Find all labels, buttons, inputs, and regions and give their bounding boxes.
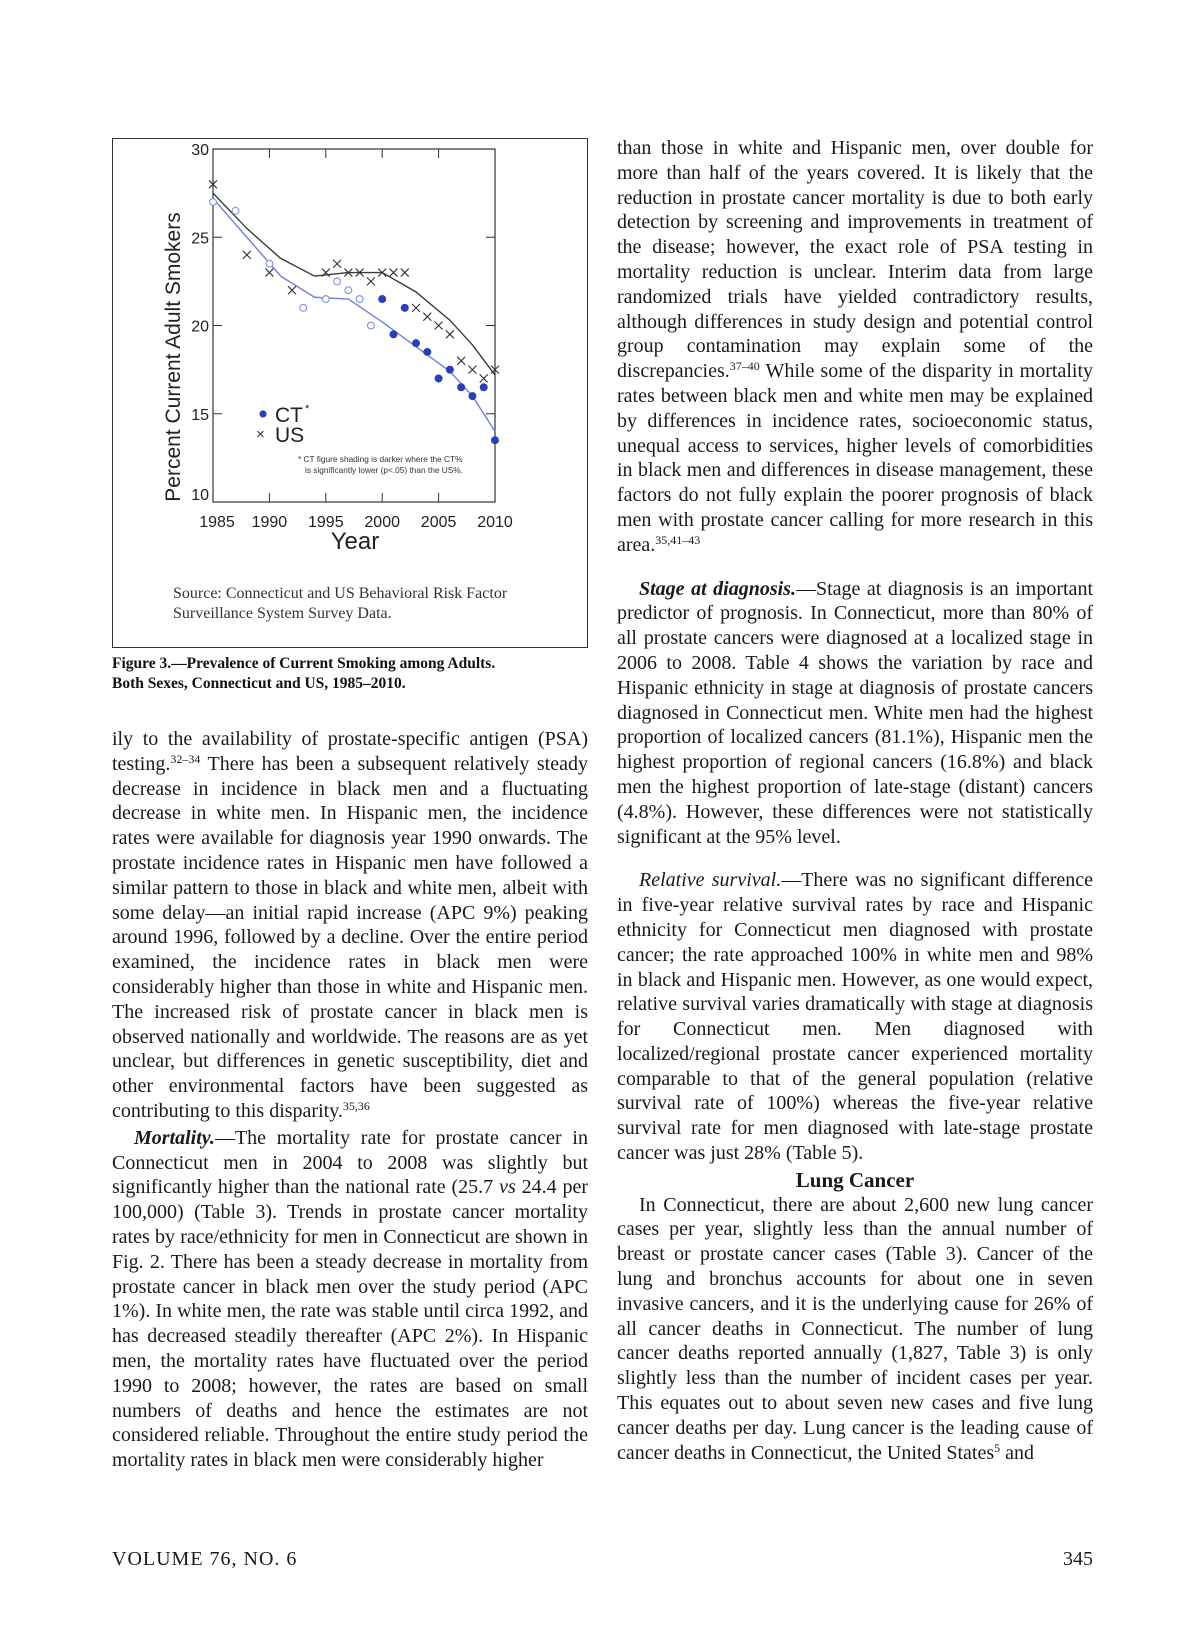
left-paragraph-incidence [112, 727, 588, 1124]
ct-data-point [401, 304, 408, 311]
ct-data-point [435, 375, 442, 382]
ct-data-point [379, 296, 386, 303]
x-tick-label: 2000 [364, 514, 400, 531]
legend-us-label: US [275, 424, 305, 447]
us-data-point [265, 269, 273, 277]
us-trend-line [213, 193, 495, 375]
us-data-point [333, 260, 341, 268]
run-in-heading: Relative survival. [639, 869, 782, 892]
text-run: 24.4 per 100,000) (Table 3). Trends in prostate cancer mortality rates by race/ethnicity for men in Connecticut are shown in Fig. 2. There has been a steady decrease in mortality from prostate cancer in black men over the study period (APC 1%). In white men, the rate was stable until circa 1992, and has decreased steadily thereafter (APC 2%). In Hispanic men, the mortality rates have fluctuated over the period 1990 to 2008; however, the rates are based on small numbers of deaths and hence the estimates are not considered reliable. Throughout the entire study period the mortality rates in black men were considerably higher [112, 1176, 589, 1472]
citation: 37–40 [729, 359, 760, 374]
text-run: While some of the disparity in mortality rates between black men and white men may be explained by differences in incidence rates, socioeconomic status, unequal access to services, higher levels of comorbidities in black men and differences in disease management, these factors do not fully explain the poorer prognosis of black men with prostate cancer calling for more research in this area. [617, 360, 1093, 556]
right-column [617, 136, 1093, 1465]
y-tick-label: 20 [191, 318, 209, 336]
x-tick-label: 2005 [420, 514, 457, 531]
ct-data-point [266, 260, 273, 267]
us-data-point [446, 330, 454, 338]
ct-data-point [368, 322, 375, 329]
ct-data-point [492, 437, 499, 444]
figure-caption-line2: Both Sexes, Connecticut and US, 1985–2010. [112, 675, 406, 692]
legend-ct-asterisk: * [305, 403, 310, 415]
us-data-point [412, 304, 420, 312]
legend-us-marker: × [256, 426, 265, 443]
run-in-heading: Mortality. [134, 1126, 215, 1149]
ct-data-point [390, 331, 397, 338]
x-tick-label: 1990 [251, 514, 288, 531]
text-run: than those in white and Hispanic men, over double for more than half of the years covered. It is likely that the reduction in prostate cancer mortality is due to both early detection by screening and improvements in treatment of the disease; however, the exact role of PSA testing in mortality reduction is unclear. Interim data from large randomized trials have yielded contradictory results, although differences in study design and potential control group contamination may explain some of the discrepancies. [617, 137, 1093, 383]
right-paragraph-lung [617, 1193, 1093, 1466]
chart-note-line1: * CT figure shading is darker where the CT% [298, 454, 463, 464]
legend-ct-marker [259, 410, 266, 417]
us-data-point [457, 357, 465, 365]
x-tick-label: 1985 [199, 514, 235, 531]
citation: 5 [994, 1440, 1001, 1455]
citation: 35,36 [342, 1098, 370, 1113]
right-paragraph-stage [617, 577, 1093, 850]
ct-data-point [345, 287, 352, 294]
left-paragraph-mortality [112, 1126, 588, 1473]
text-run: —Stage at diagnosis is an important predictor of prognosis. In Connecticut, more than 80% of all prostate cancers were diagnosed at a localized stage in 2006 to 2008. Table 4 shows the variation by race and Hispanic ethnicity in stage at diagnosis of prostate cancers diagnosed in Connecticut men. White men had the highest proportion of localized cancers (81.1%), Hispanic men the highest proportion of regional cancers (16.8%) and black men the highest proportion of late-stage (distant) cancers (4.8%). However, these differences were not statistically significant at the 95% level. [617, 577, 1093, 848]
us-data-point [367, 277, 375, 285]
x-tick-label: 2010 [477, 514, 513, 531]
x-tick-label: 1995 [308, 514, 344, 531]
text-run: —There was no significant difference in five-year relative survival rates by race and Hispanic ethnicity for Connecticut men diagnosed with prostate cancer; the rate approached 100% in white men and 98% in black and Hispanic men. However, as one would expect, relative survival varies dramatically with stage at diagnosis for Connecticut men. Men diagnosed with localized/regional prostate cancer experienced mortality comparable to that of the general population (relative survival rate of 100%) whereas the five-year relative survival rate for men diagnosed with late-stage prostate cancer was just 28% (Table 5). [617, 869, 1094, 1165]
y-axis-label: Percent Current Adult Smokers [162, 212, 185, 502]
us-data-point [423, 313, 431, 321]
footer-volume: VOLUME 76, NO. 6 [112, 1548, 298, 1570]
x-axis-label: Year [330, 528, 380, 555]
text-run: ily to the availability of prostate-specific antigen (PSA) testing. [112, 728, 588, 775]
y-tick-label: 25 [191, 230, 209, 248]
text-run: vs [499, 1176, 516, 1199]
y-tick-label: 15 [191, 406, 209, 424]
ct-data-point [322, 296, 329, 303]
ct-data-point [458, 384, 465, 391]
ct-trend-line [213, 198, 495, 431]
y-tick-label: 10 [191, 487, 209, 504]
section-heading-lung-cancer: Lung Cancer [795, 1167, 915, 1192]
ct-data-point [232, 207, 239, 214]
figure-3-box [112, 138, 588, 648]
us-data-point [435, 322, 443, 330]
ct-data-point [413, 340, 420, 347]
us-data-point [480, 374, 488, 382]
us-data-point [288, 286, 296, 294]
left-column [112, 727, 588, 1473]
ct-data-point [469, 393, 476, 400]
page-number: 345 [1063, 1548, 1093, 1570]
right-paragraph-survival [617, 868, 1093, 1166]
chart-note-line2: is significantly lower (p<.05) than the US%. [305, 465, 463, 475]
run-in-heading: Stage at diagnosis. [639, 577, 796, 600]
figure-caption [112, 654, 588, 694]
ct-data-point [446, 366, 453, 373]
citation: 35,41–43 [655, 532, 701, 547]
legend-ct-label: CT [275, 404, 303, 427]
us-data-point [468, 366, 476, 374]
plot-frame [213, 149, 495, 502]
ct-data-point [356, 296, 363, 303]
smoking-chart [113, 139, 589, 584]
right-paragraph-mortality-cont [617, 136, 1093, 558]
ct-data-point [334, 278, 341, 285]
figure-source: Source: Connecticut and US Behavioral Risk Factor Surveillance System Survey Data. [173, 585, 508, 622]
ct-data-point [424, 349, 431, 356]
citation: 32–34 [170, 751, 201, 766]
us-data-point [401, 269, 409, 277]
figure-caption-line1: Figure 3.—Prevalence of Current Smoking among Adults. [112, 655, 496, 672]
text-run: —The mortality rate for prostate cancer in Connecticut men in 2004 to 2008 was slightly but significantly higher than the national rate (25.7 [112, 1126, 588, 1199]
ct-data-point [300, 304, 307, 311]
y-tick-label: 30 [191, 142, 209, 159]
text-run: There has been a subsequent relatively steady decrease in incidence in black men and a fluctuating decrease in white men. In Hispanic men, the incidence rates were available for diagnosis year 1990 onwards. The prostate incidence rates in Hispanic men have followed a similar pattern to those in black and white men, albeit with some delay—an initial rapid increase (APC 9%) peaking around 1996, followed by a decline. Over the entire period examined, the incidence rates in black men were considerably higher than those in white and Hispanic men. The increased risk of prostate cancer in black men is observed nationally and worldwide. The reasons are as yet unclear, but differences in genetic susceptibility, diet and other environmental factors have been suggested as contributing to this disparity. [112, 752, 588, 1122]
us-data-point [243, 251, 251, 259]
ct-data-point [210, 199, 217, 206]
ct-data-point [480, 384, 487, 391]
text-run: and [1000, 1441, 1034, 1464]
text-run: In Connecticut, there are about 2,600 new lung cancer cases per year, slightly less than the annual number of breast or prostate cancer cases (Table 3). Cancer of the lung and bronchus accounts for about one in seven invasive cancers, and it is the underlying cause for 26% of all cancer deaths in Connecticut. The number of lung cancer deaths reported annually (1,827, Table 3) is only slightly less than the number of incident cases per year. This equates out to about seven new cases and five lung cancer deaths per day. Lung cancer is the leading cause of cancer deaths in Connecticut, the United States [617, 1193, 1093, 1464]
us-data-point [389, 269, 397, 277]
